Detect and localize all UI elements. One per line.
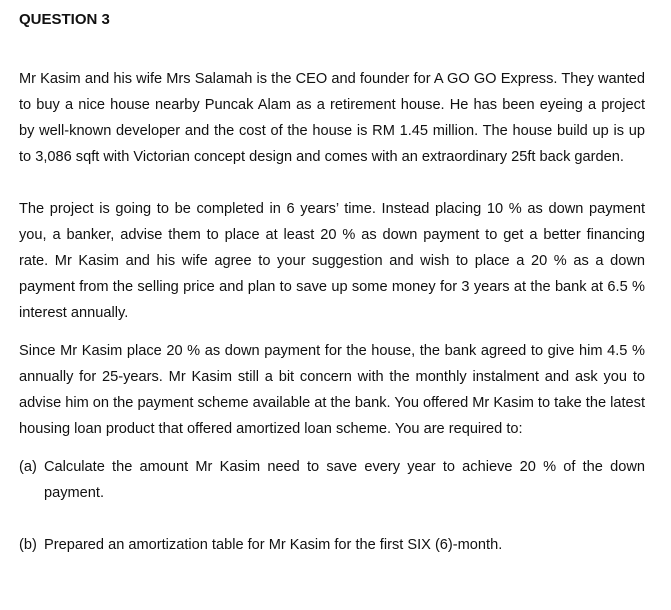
paragraph-project: The project is going to be completed in 6 years’ time. Instead placing 10 % as down payment you, a banker, advise them to place at least 20 % as down payment to get a better financing rate. Mr Kasim and his wife agree to your suggestion and wish to place a 20 % as a down payment from the selling price and plan to save up some money for 3 years at the bank at 6.5 % interest annually.	[19, 201, 645, 321]
paragraph-spacer	[19, 506, 645, 532]
paragraph-loan: Since Mr Kasim place 20 % as down payment for the house, the bank agreed to give him 4.5 % annually for 25-years. Mr Kasim still a bit concern with the monthly instalment and ask you to advise him on the payment scheme available at the bank. You offered Mr Kasim to take the latest housing loan product that offered amortized loan scheme. You are required to:	[19, 343, 646, 437]
question-item-b	[19, 532, 645, 558]
question-item-a	[19, 454, 645, 506]
question-heading: QUESTION 3	[19, 11, 110, 28]
paragraph-spacer	[19, 442, 645, 454]
item-text: Prepared an amortization table for Mr Kasim for the first SIX (6)-month.	[44, 537, 503, 553]
paragraph-spacer	[19, 170, 645, 196]
item-text: Calculate the amount Mr Kasim need to save every year to achieve 20 % of the down payment.	[44, 459, 645, 501]
paragraph-spacer	[19, 326, 645, 338]
item-label: (b)	[19, 537, 37, 553]
item-label: (a)	[19, 459, 37, 475]
paragraph-intro: Mr Kasim and his wife Mrs Salamah is the CEO and founder for A GO GO Express. They wanted to buy a nice house nearby Puncak Alam as a retirement house. He has been eyeing a project by well-known developer and the cost of the house is RM 1.45 million. The house build up is up to 3,086 sqft with Victorian concept design and comes with an extraordinary 25ft back garden.	[19, 71, 645, 165]
